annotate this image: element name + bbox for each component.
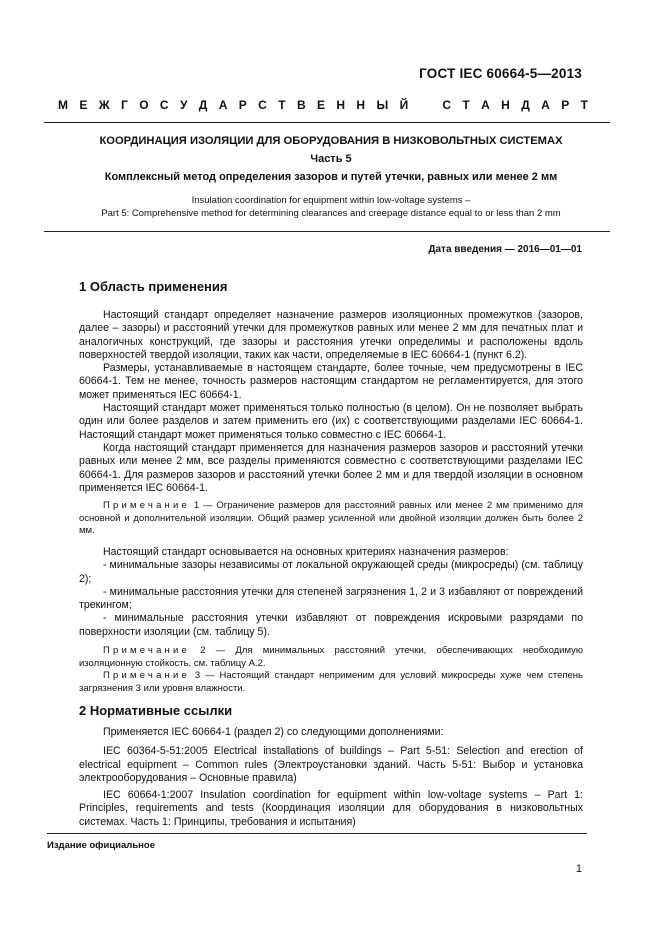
heading-letter: Д (521, 98, 530, 112)
heading-letter: Ы (376, 98, 389, 112)
title-main: КООРДИНАЦИЯ ИЗОЛЯЦИИ ДЛЯ ОБОРУДОВАНИЯ В НИЗКОВОЛЬТНЫХ СИСТЕМАХ (99, 135, 563, 147)
notes-2-3 (79, 645, 583, 695)
criteria-intro: Настоящий стандарт основывается на основных критериях назначения размеров: (103, 546, 509, 558)
heading-letter: М (58, 98, 68, 112)
note-label: Примечание (103, 645, 190, 656)
heading-letter: В (296, 98, 306, 112)
heading-letter: Г (121, 98, 128, 112)
section-2-body (79, 726, 583, 829)
footer-divider (47, 833, 587, 834)
page-number: 1 (575, 863, 582, 875)
header-divider (44, 122, 610, 123)
heading-letter: Ж (98, 98, 110, 112)
heading-letter: А (481, 98, 490, 112)
normative-reference: IEC 60364-5-51:2005 Electrical installations of buildings – Part 5-51: Selection and erection of electrical equipment – Common rules (Электроустановки зданий. Часть 5-51: Выбор и установка электрооборудования – Основные правила) (79, 745, 583, 784)
heading-letter: Д (198, 98, 208, 112)
standard-code: ГОСТ IEC 60664-5—2013 (419, 66, 582, 81)
note-text: 1 — Ограничение размеров для расстояний равных или менее 2 мм применимо для основной и дополнительной изоляции. Общий размер усиленной или двойной изоляции должен быть более 2 мм. (79, 500, 583, 537)
heading-letter: С (159, 98, 169, 112)
paragraph: Настоящий стандарт определяет назначение размеров изоляционных промежутков (зазоров, далее – зазоры) и расстояний утечки для промежутков равных или менее 2 мм для печатных плат и аналогичных конструкций, где зазоры и расстояния утечки определимы и расположены вдоль поверхностей твердой изоляции, таких как части, определяемые в IEC 60664-1 (пункт 6.2). (79, 309, 583, 361)
criteria-item: - минимальные расстояния утечки избавляют от повреждения искровыми разрядами по поверхности изоляции (см. таблицу 5). (79, 612, 583, 638)
section-2-intro: Применяется IEC 60664-1 (раздел 2) со следующими дополнениями: (103, 726, 444, 738)
heading-letter: А (541, 98, 550, 112)
heading-letter: Н (501, 98, 510, 112)
heading-letter: Н (356, 98, 366, 112)
section-2-heading: 2 Нормативные ссылки (79, 703, 233, 718)
heading-letter: Н (336, 98, 346, 112)
heading-letter: Е (316, 98, 325, 112)
criteria-block (79, 546, 583, 639)
criteria-item: - минимальные зазоры независимы от локальной окружающей среды (микросреды) (см. таблицу 2); (79, 559, 583, 585)
title-english-line2: Part 5: Comprehensive method for determining clearances and creepage distance equal to or less than 2 mm (101, 208, 561, 219)
note-text: 2 — Для минимальных расстояний утечки, обеспечивающих необходимую изоляционную стойкость, см. таблицу А.2. (79, 645, 584, 669)
heading-letter: А (218, 98, 228, 112)
title-subtitle: Комплексный метод определения зазоров и путей утечки, равных или менее 2 мм (104, 171, 558, 183)
title-divider (44, 231, 610, 232)
section-1-body (79, 309, 583, 495)
heading-letter: Р (238, 98, 247, 112)
note-1 (79, 500, 583, 538)
paragraph: Размеры, устанавливаемые в настоящем стандарте, более точные, чем предусмотрены в IEC 60664-1. Тем не менее, точность размеров настоящим стандартом не регламентируется, для этого может применяться IEC 60664-1. (79, 362, 583, 401)
heading-letter: Т (580, 98, 588, 112)
heading-letter: У (179, 98, 188, 112)
heading-letter: Р (561, 98, 570, 112)
heading-letter: С (442, 98, 452, 112)
criteria-item: - минимальные расстояния утечки для степеней загрязнения 1, 2 и 3 избавляют от повреждений трекингом; (79, 585, 583, 612)
title-english-line1: Insulation coordination for equipment within low-voltage systems – (191, 195, 471, 206)
official-edition-label: Издание официальное (47, 840, 155, 851)
introduction-date: Дата введения — 2016—01—01 (428, 244, 582, 255)
heading-letter: Т (278, 98, 286, 112)
section-1-heading: 1 Область применения (79, 279, 228, 294)
normative-reference: IEC 60664-1:2007 Insulation coordination for equipment within low-voltage systems – Part 1: Principles, requirements and tests (Координация изоляции для оборудования в низковольтных системах. Часть 1: Принципы, требования и испытания) (79, 789, 583, 828)
paragraph: Когда настоящий стандарт применяется для назначения размеров зазоров и расстояний утечки равных или менее 2 мм, все разделы применяются совместно с соответствующими разделами IEC 60664-1. Для размеров зазоров и расстояний утечки более 2 мм и для твердой изоляции в основном применяется IEC 60664-1. (79, 441, 583, 494)
note-text: 3 — Настоящий стандарт неприменим для условий микросреды хуже чем степень загрязнения 3 или уровня влажности. (79, 670, 583, 694)
standard-type-heading (58, 98, 588, 112)
paragraph: Настоящий стандарт может применяться только полностью (в целом). Он не позволяет выбрать один или более разделов и затем применить его (их) с соответствующими разделами IEC 60664-1. Настоящий стандарт может применяться только совместно с IEC 60664-1. (79, 402, 583, 441)
heading-letter: С (258, 98, 267, 112)
note-label: Примечание (103, 670, 190, 682)
title-part: Часть 5 (310, 153, 352, 165)
heading-letter: Й (399, 98, 409, 112)
heading-letter: Т (462, 98, 470, 112)
heading-letter: Е (79, 98, 88, 112)
note-label: Примечание (103, 500, 190, 511)
heading-letter: О (139, 98, 149, 112)
